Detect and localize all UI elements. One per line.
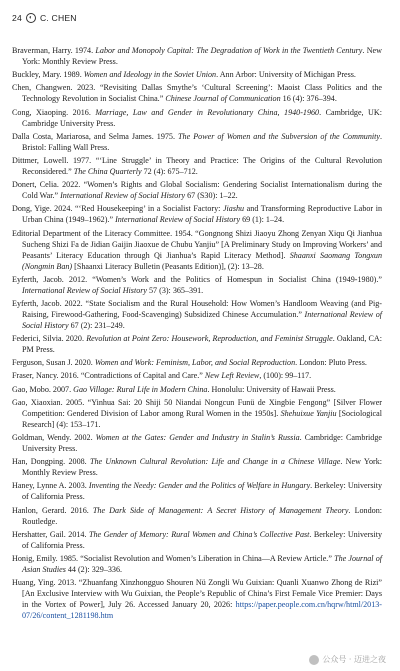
reference-title: Women and Ideology in the Soviet Union: [83, 70, 217, 80]
reference-entry: [12, 333, 382, 355]
reference-entry: [12, 505, 382, 527]
reference-title: Shehuixue Yanjiu: [280, 408, 337, 418]
reference-entry: [12, 228, 382, 272]
reference-entry: [12, 107, 382, 129]
reference-entry: [12, 82, 382, 104]
reference-title: International Review of Social History: [22, 309, 382, 330]
reference-text: . London: Pluto Press.: [295, 358, 367, 368]
reference-text: Han, Dongping. 2008.: [12, 457, 90, 467]
reference-text: Goldman, Wendy. 2002.: [12, 433, 96, 442]
reference-title: International Review of Social History: [115, 215, 241, 225]
reference-text: . Cambridge, UK: Cambridge University Press.: [22, 107, 382, 128]
reference-text: 67 (2): 231–249.: [68, 320, 125, 330]
reference-text: [Sociological Research] (4): 153–171.: [22, 408, 382, 429]
reference-title: The Unknown Cultural Revolution: Life and Change in a Chinese Village: [89, 457, 341, 467]
reference-text: Buckley, Mary. 1989.: [12, 70, 84, 80]
reference-title: International Review of Social History: [22, 285, 147, 295]
reference-text: Cong, Xiaoping. 2016.: [12, 107, 96, 117]
journal-logo-icon: ◐: [26, 13, 36, 23]
reference-link[interactable]: https://paper.people.com.cn/hqrw/html/2013-07/26/content_1281198.htm: [22, 600, 382, 621]
reference-title: Women and Work: Feminism, Labor, and Social Reproduction: [94, 358, 296, 368]
reference-text: . Bristol: Falling Wall Press.: [22, 131, 383, 152]
reference-text: Gao, Mobo. 2007.: [12, 384, 74, 394]
reference-text: 44 (2): 329–336.: [65, 564, 123, 574]
watermark-text: 公众号 · 迈进之夜: [322, 655, 386, 664]
reference-entry: [12, 274, 382, 296]
reference-text: , (100): 99–117.: [259, 371, 312, 381]
reference-text: Braverman, Harry. 1974.: [12, 46, 96, 55]
reference-text: 67 (S30): 1–22.: [185, 191, 238, 201]
reference-entry: [12, 357, 382, 368]
reference-text: . Berkeley: University of California Press.: [22, 481, 383, 502]
reference-text: . Honolulu: University of Hawaii Press.: [207, 384, 336, 394]
reference-entry: [12, 529, 382, 551]
reference-entry: [12, 553, 382, 575]
reference-entry: [12, 298, 382, 331]
reference-text: Fraser, Nancy. 2016. “Contradictions of Capital and Care.”: [12, 371, 205, 381]
reference-text: . Cambridge: Cambridge University Press.: [22, 433, 382, 453]
reference-title: The Dark Side of Management: A Secret History of Management Theory: [92, 505, 349, 515]
reference-entry: [12, 179, 382, 201]
reference-text: 72 (4): 675–712.: [141, 166, 198, 176]
reference-text: Eyferth, Jacob. 2022. “State Socialism and the Rural Household: How Women’s Handloom Weaving (and Pig-Raising, Firewood-Gathering, Food-Scavenging) Subsidized Chinese Accumulation.”: [12, 298, 382, 319]
reference-title: Labor and Monopoly Capital: The Degradation of Work in the Twentieth Century: [95, 46, 363, 55]
reference-text: . London: Routledge.: [22, 505, 382, 526]
reference-entry: [12, 370, 382, 381]
reference-text: [Shaanxi Literacy Bulletin (Peasants Edition)], (2): 13–28.: [72, 261, 264, 271]
reference-text: 16 (4): 376–394.: [280, 94, 337, 104]
reference-text: . Oakland, CA: PM Press.: [22, 334, 383, 355]
reference-title: Jiashu: [222, 204, 245, 214]
reference-text: Hershatter, Gail. 2014.: [12, 529, 89, 539]
reference-title: Inventing the Needy: Gender and the Politics of Welfare in Hungary: [88, 481, 311, 491]
reference-title: The Power of Women and the Subversion of the Community: [178, 131, 380, 141]
reference-text: Hanlon, Gerard. 2016.: [12, 505, 93, 515]
reference-text: and Transforming Reproductive Labor in Urban China (1949–1962).”: [22, 204, 382, 225]
reference-title: Gao Village: Rural Life in Modern China: [73, 384, 208, 394]
reference-entry: [12, 45, 382, 67]
reference-text: 57 (3): 365–391.: [146, 285, 204, 295]
reference-entry: [12, 203, 382, 225]
reference-title: Marriage, Law and Gender in Revolutionary China, 1940-1960: [95, 107, 320, 117]
reference-text: Eyferth, Jacob. 2012. “Women’s Work and the Politics of Homespun in Socialist China (1949-1980).”: [12, 274, 382, 284]
reference-title: The China Quarterly: [73, 166, 142, 176]
reference-title: Revolution at Point Zero: Housework, Reproduction, and Feminist Struggle: [86, 334, 333, 344]
reference-text: Federici, Silvia. 2020.: [12, 334, 87, 344]
reference-text: Dong, Yige. 2024. “‘Red Housekeeping’ in a Socialist Factory:: [12, 204, 223, 214]
reference-text: Huang, Ying. 2013. “Zhuanfang Xinzhongguo Shouren Nü Zongli Wu Guixian: Quanli Xuanwo Zhong de Rizi” [An Exclusive Interview with Wu Guixian, the People’s Republic of China’s First Female Vice Premier: Days in the Vortex of Power], July 26. Accessed January 20, 2026:: [12, 578, 382, 610]
reference-text: Dalla Costa, Mariarosa, and Selma James. 1975.: [12, 131, 179, 141]
reference-title: The Journal of Asian Studies: [22, 553, 382, 574]
reference-text: Donert, Celia. 2022. “Women’s Rights and Global Socialism: Gendering Socialist Internationalism during the Cold War.”: [12, 180, 382, 201]
page-number: 24: [12, 13, 22, 23]
reference-entry: [12, 155, 382, 177]
reference-title: Women at the Gates: Gender and Industry in Stalin’s Russia: [95, 433, 300, 442]
wechat-icon: [309, 655, 319, 665]
reference-entry: [12, 432, 382, 454]
reference-entry: [12, 131, 382, 153]
reference-entry: [12, 456, 382, 478]
reference-entry: [12, 577, 382, 621]
reference-text: . Ann Arbor: University of Michigan Press.: [216, 70, 356, 80]
reference-text: Honig, Emily. 1985. “Socialist Revolution and Women’s Liberation in China—A Review Article.”: [12, 553, 335, 563]
watermark: [309, 654, 386, 665]
running-header: [12, 12, 382, 24]
reference-text: Chen, Changwen. 2023. “Revisiting Dallas Smythe’s ‘Cultural Screening’: Maoist Class Politics and the Technology Revolution in Socialist China.”: [12, 83, 382, 104]
reference-title: The Gender of Memory: Rural Women and China’s Collective Past: [88, 529, 310, 539]
reference-text: 69 (1): 1–24.: [240, 215, 285, 225]
running-author: C. CHEN: [39, 13, 77, 23]
reference-text: . Berkeley: University of California Press.: [22, 529, 382, 550]
reference-text: Haney, Lynne A. 2003.: [12, 481, 89, 491]
reference-entry: [12, 384, 382, 395]
reference-title: International Review of Social History: [60, 191, 186, 201]
reference-title: Chinese Journal of Communication: [165, 94, 281, 104]
reference-title: New Left Review: [204, 371, 260, 381]
reference-title: Shaanxi Saomang Tongxun (Nongmin Ban): [22, 250, 382, 271]
reference-text: . New York: Monthly Review Press.: [22, 457, 382, 478]
reference-list: [12, 45, 382, 621]
reference-text: Ferguson, Susan J. 2020.: [12, 358, 95, 368]
reference-text: Dittmer, Lowell. 1977. “‘Line Struggle’ in Theory and Practice: The Origins of the Cultural Revolution Reconsidered.”: [12, 155, 382, 176]
reference-entry: [12, 480, 382, 502]
reference-entry: [12, 69, 382, 80]
reference-text: Gao, Xiaoxian. 2005. “Yinhua Sai: 20 Shiji 50 Niandai Nongcun Funü de Xingbie Fengong” [Silver Flower Competition: Gendered Division of Labor among Rural Women in the 1950s].: [12, 397, 382, 418]
reference-entry: [12, 397, 382, 430]
reference-text: . New York: Monthly Review Press.: [22, 46, 382, 66]
reference-text: Editorial Department of the Literacy Committee. 1954. “Gongnong Shizi Jiaoyu Zhong Zenyan Xiqu Qi Jianhua Sucheng Shizi Fa de Jidian Gaijin Jiaoxue de Chubu Yanjiu” [A Preliminary Study on Improving Workers’ and Peasants’ Literacy Education through Qi Jianhua’s Rapid Literacy Method].: [12, 228, 382, 260]
